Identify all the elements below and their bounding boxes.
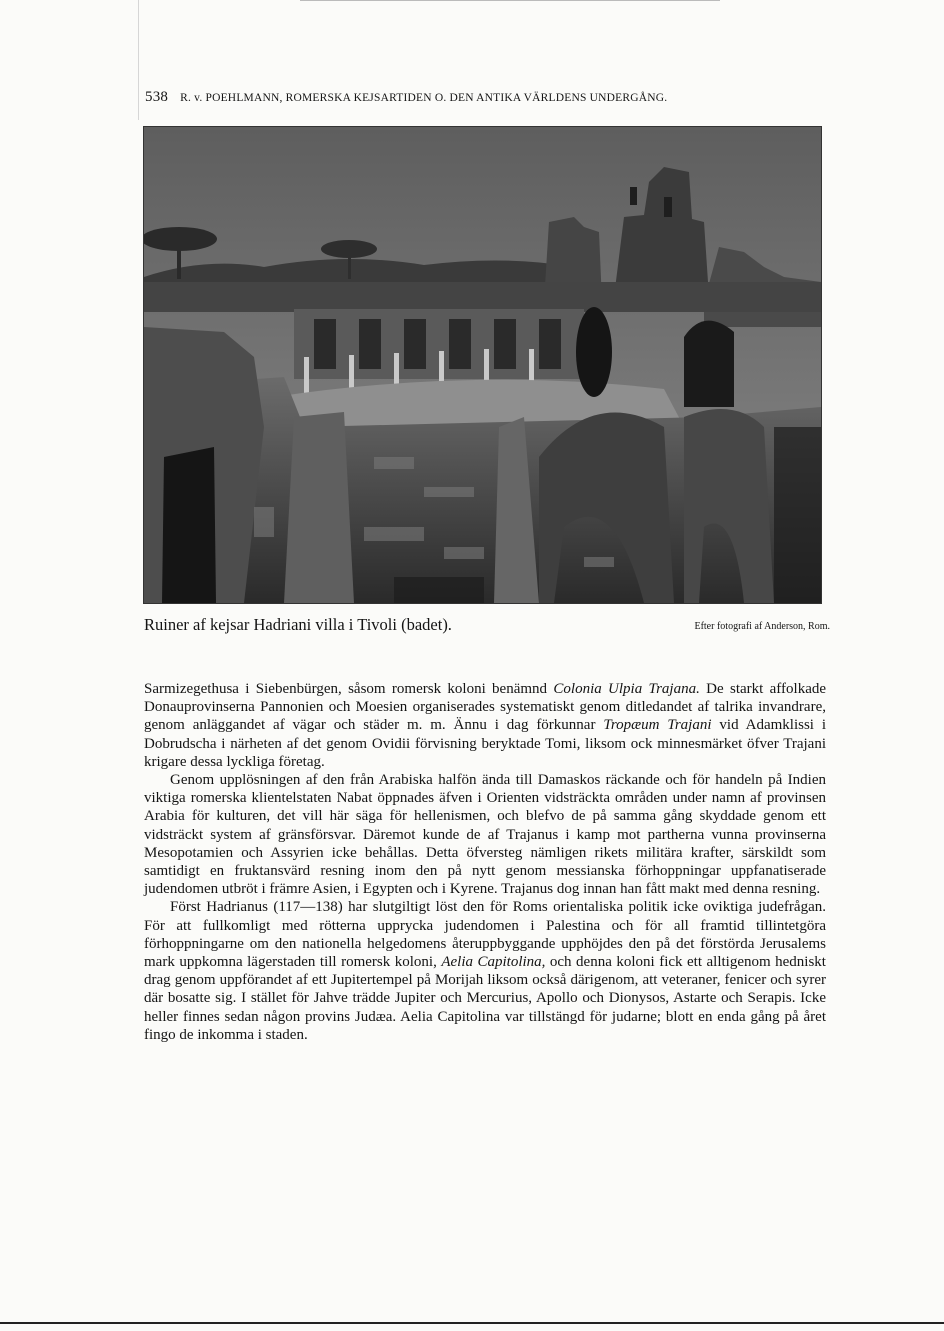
scan-edge-top (300, 0, 720, 1)
running-title: R. v. POEHLMANN, ROMERSKA KEJSARTIDEN O. DEN ANTIKA VÄRLDENS UNDERGÅNG. (180, 92, 668, 104)
paragraph-1-text-c: vid Adamklissi i Dobrudscha i närheten af det genom Ovidii förvisning beryktade Tomi, liksom ock minnesmärket öfver Trajani krigare dessa lyckliga företag. (144, 717, 826, 770)
tropaeum-trajani: Tropæum Trajani (603, 717, 712, 734)
figure-caption (144, 615, 830, 637)
running-header (145, 89, 845, 106)
ruins-illustration (144, 127, 821, 603)
paragraph-3-text-a: Först Hadrianus (117—138) har slutgiltigt löst den för Roms orientaliska politik icke oviktiga judefrågan. För att fullkomligt med rötterna upprycka judendomen i Palestina och för all framtid tillintetgöra förhoppningarne om den nationella helgedomens återuppbyggande upphöjdes den på det förstörda Jerusalems mark uppkomna lägerstaden till romersk koloni, (144, 899, 826, 971)
ruins-photograph (143, 126, 822, 604)
paragraph-1-text-a: Sarmizegethusa i Siebenbürgen, såsom romersk koloni benämnd (144, 681, 554, 697)
paragraph-1-text-b: De starkt affolkade Donauprovinserna Pannonien och Moesien organiserades systematiskt genom ditledandet af talrika invandrare, genom anläggandet af vägar och städer m. m. Ännu i dag förkunnar (144, 681, 827, 734)
caption-text: Ruiner af kejsar Hadriani villa i Tivoli (badet). (144, 615, 452, 634)
scan-edge-left (138, 0, 139, 120)
paragraph-2: Genom upplösningen af den från Arabiska halfön ända till Damaskos räckande och för handeln på Indien viktiga romerska klientelstaten Nabat öppnades äfven i Orienten vidsträckta områden under namn af provinsen Arabia för kulturen, det vill här säga för hellenismen, och blefvo de på samma gång skyddade genom ett vidsträckt system af gränsförsvar. Däremot kunde de af Trajanus i kamp mot partherna vunna provinserna Mesopotamien och Assyrien icke behållas. Detta öfversteg nämligen rikets militära krafter, särskildt som samtidigt en fruktansvärd resning inom den på nytt genom messianska förhoppningar uppfanatiserade judendomen utbröt i främre Asien, i Egypten och i Kyrene. Trajanus dog innan han fått makt med denna resning. (144, 772, 826, 898)
paragraph-3 (144, 898, 826, 1044)
paragraph-1 (144, 680, 826, 771)
aelia-capitolina: Aelia Capitolina, (441, 954, 546, 971)
body-text (144, 680, 826, 1044)
photo-credit: Efter fotografi af Anderson, Rom. (694, 621, 830, 632)
paragraph-3-text-b: och denna koloni fick ett alltigenom hedniskt drag genom uppförandet af ett Jupitertempel på Morijah liksom också därigenom, att veteraner, fenicer och syrer där bosatte sig. I stället för Jahve trädde Jupiter och Mercurius, Apollo och Dionysos, Astarte och Serapis. Icke heller finnes sedan någon provins Judæa. Aelia Capitolina var tillstängd för judarne; blott en enda gång på året fingo de inkomma i staden. (144, 954, 826, 1043)
page-number: 538 (145, 89, 169, 105)
colonia-ulpia-trajana: Colonia Ulpia Trajana. (553, 681, 700, 697)
scan-edge-bottom (0, 1322, 944, 1324)
